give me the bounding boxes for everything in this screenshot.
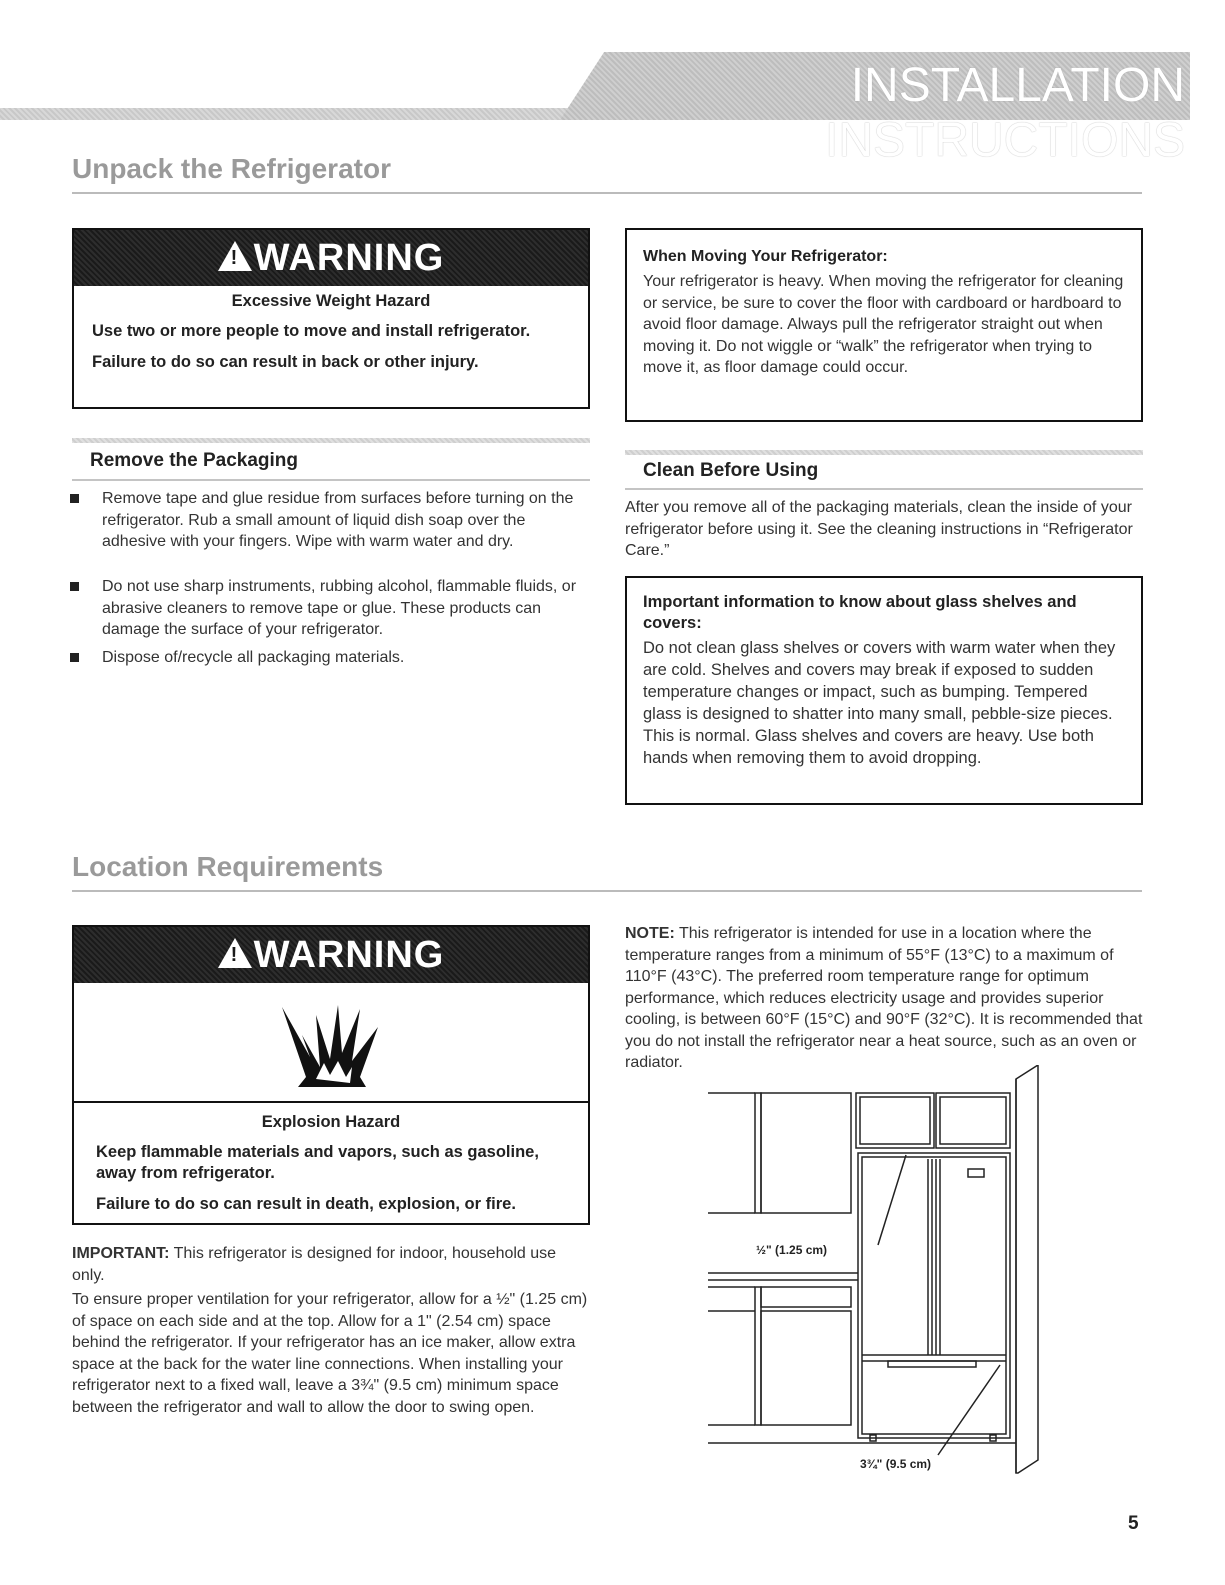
important-paragraph	[72, 1243, 590, 1286]
important-label: IMPORTANT:	[72, 1245, 170, 1262]
glass-text: Do not clean glass shelves or covers with warm water when they are cold. Shelves and covers may break if exposed to sudden temperature changes or impact, such as bumping. Tempered glass is designed to shatter into many small, pebble-size pieces. This is normal. Glass shelves and covers are heavy. Use both hands when removing them to avoid dropping.	[643, 639, 1116, 767]
bullet-icon	[70, 494, 79, 503]
section-title-unpack: Unpack the Refrigerator	[72, 153, 391, 184]
glass-heading: Important information to know about glass shelves and covers:	[643, 593, 1077, 632]
moving-text: Your refrigerator is heavy. When moving the refrigerator for cleaning or service, be sure to cover the floor with cardboard or hardboard to avoid floor damage. Always pull the refrigerator straight out when moving it. Do not wiggle or “walk” the refrigerator when trying to move it, as floor damage could occur.	[643, 273, 1124, 376]
warning-line-2: Failure to do so can result in death, explosion, or fire.	[96, 1195, 516, 1213]
page-banner-title: INSTALLATION INSTRUCTIONS	[825, 59, 1185, 167]
clean-text: After you remove all of the packaging materials, clean the inside of your refrigerator before using it. See the cleaning instructions in “Refrigerator Care.”	[625, 499, 1133, 559]
warning-label: WARNING	[253, 237, 445, 279]
clearance-label-top: ½" (1.25 cm)	[756, 1243, 828, 1257]
warning-line-1: Use two or more people to move and install refrigerator.	[92, 322, 531, 340]
clearance-diagram	[700, 1065, 1060, 1475]
subsection-rule-top	[625, 450, 1143, 455]
warning-triangle-icon	[218, 938, 252, 968]
subsection-rule-bottom	[625, 488, 1143, 490]
warning-triangle-icon	[218, 241, 252, 271]
warning-box-weight	[72, 228, 590, 409]
bullet-text: Remove tape and glue residue from surfaces before turning on the refrigerator. Rub a small amount of liquid dish soap over the adhesive with your fingers. Wipe with warm water and dry.	[102, 490, 574, 550]
moving-info-box	[625, 228, 1143, 422]
section-rule	[72, 192, 1142, 194]
subsection-title-packaging: Remove the Packaging	[90, 450, 299, 471]
page-number: 5	[1128, 1513, 1139, 1534]
moving-heading: When Moving Your Refrigerator:	[643, 248, 888, 265]
clearance-diagram-svg	[700, 1065, 1060, 1475]
list-item	[70, 647, 590, 671]
section-rule	[72, 890, 1142, 892]
section-title-location: Location Requirements	[72, 851, 384, 882]
note-paragraph	[625, 923, 1143, 1074]
hazard-title: Explosion Hazard	[261, 1113, 401, 1131]
clearance-label-bottom: 3¾" (9.5 cm)	[860, 1457, 932, 1471]
important-text: This refrigerator is designed for indoor, household use only.	[72, 1245, 557, 1284]
explosion-icon	[74, 983, 588, 1103]
warning-line-2: Failure to do so can result in back or other injury.	[92, 353, 479, 371]
warning-header	[74, 927, 588, 983]
subsection-rule-top	[72, 438, 590, 443]
hazard-title: Excessive Weight Hazard	[231, 292, 431, 310]
warning-line-1: Keep flammable materials and vapors, such as gasoline, away from refrigerator.	[96, 1143, 539, 1182]
bullet-text: Dispose of/recycle all packaging materials.	[102, 649, 405, 666]
bullet-icon	[70, 582, 79, 591]
warning-label: WARNING	[253, 934, 445, 976]
glass-info-box	[625, 576, 1143, 805]
warning-header	[74, 230, 588, 286]
list-item	[70, 576, 590, 646]
list-item	[70, 488, 590, 578]
note-text: This refrigerator is intended for use in a location where the temperature ranges from a minimum of 55°F (13°C) to a maximum of 110°F (43°C). The preferred room temperature range for optimum performance, which reduces electricity usage and provides superior cooling, is between 60°F (15°C) and 90°F (32°C). It is recommended that you do not install the refrigerator near a heat source, such as an oven or radiator.	[625, 925, 1143, 1071]
subsection-rule-bottom	[72, 479, 590, 481]
note-label: NOTE:	[625, 925, 675, 942]
subsection-title-clean: Clean Before Using	[643, 460, 819, 481]
ventilation-paragraph: To ensure proper ventilation for your refrigerator, allow for a ½" (1.25 cm) of space on each side and at the top. Allow for a 1" (2.54 cm) space behind the refrigerator. If your refrigerator has an ice maker, allow extra space at the back for the water line connections. When installing your refrigerator next to a fixed wall, leave a 3¾" (9.5 cm) minimum space between the refrigerator and wall to allow the door to swing open.	[72, 1291, 588, 1416]
bullet-icon	[70, 653, 79, 662]
warning-box-explosion	[72, 925, 590, 1225]
bullet-text: Do not use sharp instruments, rubbing alcohol, flammable fluids, or abrasive cleaners to remove tape or glue. These products can damage the surface of your refrigerator.	[102, 578, 577, 638]
